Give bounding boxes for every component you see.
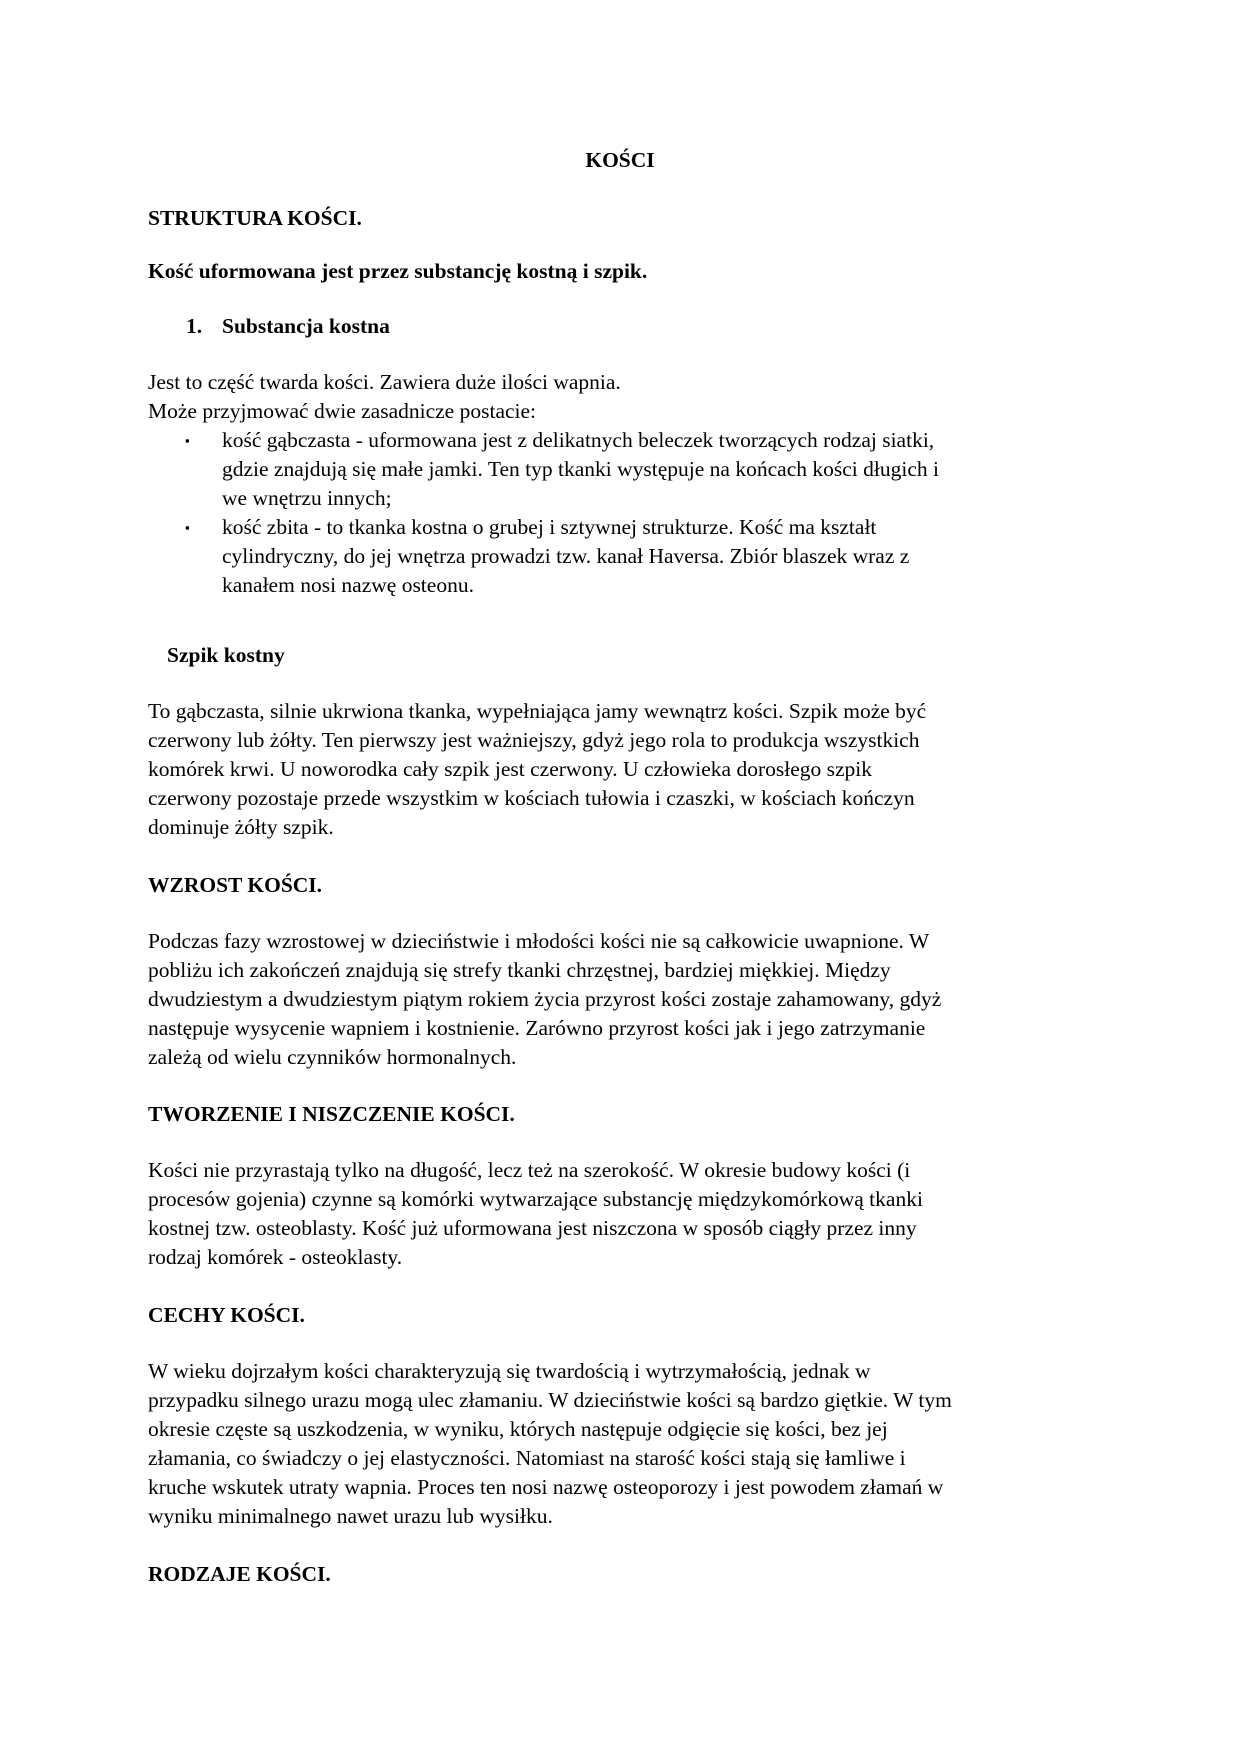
paragraph-line: złamania, co świadczy o jej elastyczności. Natomiast na starość kości stają się łamliwe i [148,1446,906,1470]
paragraph-line: Podczas fazy wzrostowej w dzieciństwie i młodości kości nie są całkowicie uwapnione. W [148,929,930,953]
cechy-paragraph [148,1357,1098,1531]
paragraph-line: W wieku dojrzałym kości charakteryzują się twardością i wytrzymałością, jednak w [148,1359,871,1383]
subsection-number: 1. [186,314,203,338]
document-title: KOŚCI [585,148,655,172]
subsection-title: Substancja kostna [222,314,390,338]
section-heading-struktura: STRUKTURA KOŚCI. [148,206,362,230]
subsection-heading-substancja [186,312,1136,341]
paragraph-line: Kości nie przyrastają tylko na długość, lecz też na szerokość. W okresie budowy kości (i [148,1158,911,1182]
tworzenie-paragraph [148,1156,1098,1272]
section-heading-tworzenie: TWORZENIE I NISZCZENIE KOŚCI. [148,1102,515,1126]
list-item-line: gdzie znajdują się małe jamki. Ten typ tkanki występuje na końcach kości długich i [222,457,939,481]
paragraph-line: procesów gojenia) czynne są komórki wytwarzające substancję międzykomórkową tkanki [148,1187,923,1211]
bullet-square-icon: ▪ [185,520,190,535]
bone-types-list [185,426,1105,600]
wzrost-paragraph [148,927,1098,1072]
paragraph-line: pobliżu ich zakończeń znajdują się strefy tkanki chrzęstnej, bardziej miękkiej. Między [148,958,891,982]
list-item [185,513,1105,600]
paragraph-line: kruche wskutek utraty wapnia. Proces ten nosi nazwę osteoporozy i jest powodem złamań w [148,1475,944,1499]
section-heading-rodzaje: RODZAJE KOŚCI. [148,1562,331,1586]
paragraph-line: komórek krwi. U noworodka cały szpik jest czerwony. U człowieka dorosłego szpik [148,757,873,781]
paragraph-line: okresie częste są uszkodzenia, w wyniku, których następuje odgięcie się kości, bez jej [148,1417,888,1441]
paragraph-line: dominuje żółty szpik. [148,815,334,839]
list-item-line: we wnętrzu innych; [222,486,392,510]
paragraph-line: czerwony pozostaje przede wszystkim w kościach tułowia i czaszki, w kościach kończyn [148,786,915,810]
list-item-line: kość zbita - to tkanka kostna o grubej i sztywnej strukturze. Kość ma kształt [222,515,877,539]
paragraph-line: czerwony lub żółty. Ten pierwszy jest ważniejszy, gdyż jego rola to produkcja wszystkich [148,728,920,752]
paragraph-line: To gąbczasta, silnie ukrwiona tkanka, wypełniająca jamy wewnątrz kości. Szpik może być [148,699,927,723]
struktura-lead: Kość uformowana jest przez substancję kostną i szpik. [148,259,648,283]
paragraph-line: wyniku minimalnego nawet urazu lub wysiłku. [148,1504,553,1528]
list-item [185,426,1105,513]
list-item-line: kość gąbczasta - uformowana jest z delikatnych beleczek tworzących rodzaj siatki, [222,428,935,452]
paragraph-line: dwudziestym a dwudziestym piątym rokiem życia przyrost kości zostaje zahamowany, gdyż [148,987,942,1011]
paragraph-line: Może przyjmować dwie zasadnicze postacie: [148,399,537,423]
paragraph-line: przypadku silnego urazu mogą ulec złamaniu. W dzieciństwie kości są bardzo giętkie. W tym [148,1388,952,1412]
substancja-intro [148,368,1098,426]
szpik-paragraph [148,697,1098,842]
paragraph-line: kostnej tzw. osteoblasty. Kość już uformowana jest niszczona w sposób ciągły przez inny [148,1216,917,1240]
paragraph-line: rodzaj komórek - osteoklasty. [148,1245,403,1269]
paragraph-line: następuje wysycenie wapniem i kostnienie. Zarówno przyrost kości jak i jego zatrzymanie [148,1016,926,1040]
subsection-heading-szpik: Szpik kostny [167,643,285,667]
section-heading-wzrost: WZROST KOŚCI. [148,873,323,897]
paragraph-line: zależą od wielu czynników hormonalnych. [148,1045,517,1069]
list-item-line: kanałem nosi nazwę osteonu. [222,573,474,597]
bullet-square-icon: ▪ [185,433,190,448]
list-item-line: cylindryczny, do jej wnętrza prowadzi tzw. kanał Haversa. Zbiór blaszek wraz z [222,544,910,568]
paragraph-line: Jest to część twarda kości. Zawiera duże ilości wapnia. [148,370,621,394]
section-heading-cechy: CECHY KOŚCI. [148,1303,305,1327]
